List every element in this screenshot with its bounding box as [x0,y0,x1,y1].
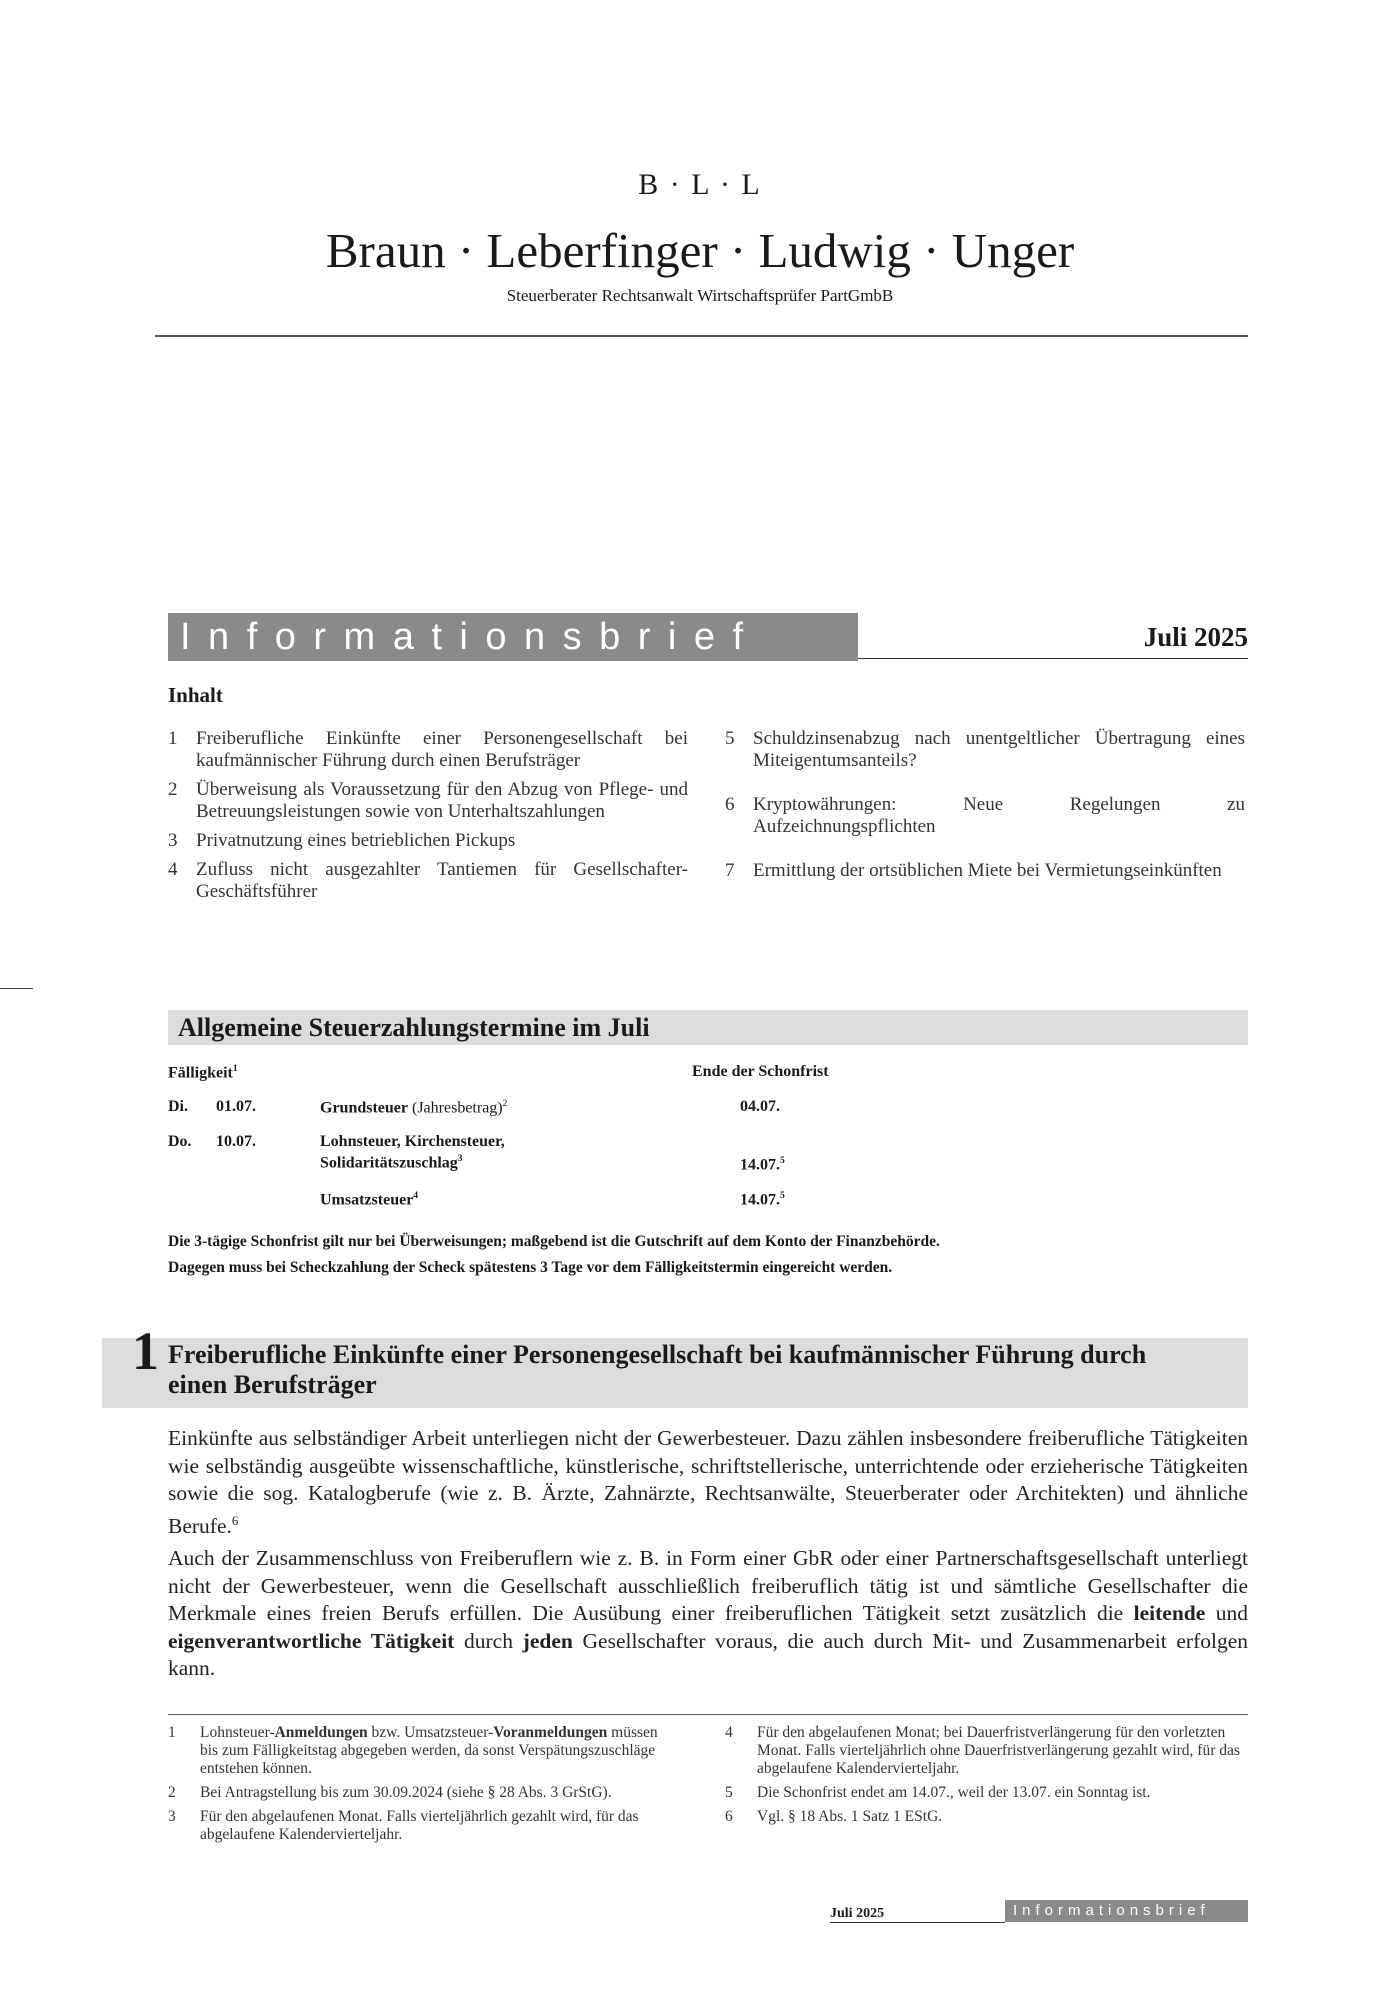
tax-type [320,1098,507,1117]
footnote [725,1724,1247,1778]
footer-brand-banner: Informationsbrief [1005,1900,1248,1922]
toc-item-number: 4 [168,859,178,880]
footnote-ref[interactable]: 6 [231,1513,239,1528]
footnote [725,1808,1247,1826]
section-title: Freiberufliche Einkünfte einer Personengesellschaft bei kaufmännischer Führung durch einen Berufsträger [168,1340,1147,1399]
footnote-number: 1 [168,1724,176,1741]
toc-title: Inhalt [168,683,223,707]
tax-name: Lohnsteuer, Kirchensteuer, [320,1133,505,1150]
toc-right-column [725,728,1245,889]
footnote-number: 5 [725,1784,733,1801]
footnote-text-part: müssen bis zum Fälligkeitstag abgegeben werden, da sonst Verspätungszuschläge entstehen können. [200,1724,658,1777]
emphasis-text: eigenverantwortliche Tätigkeit [168,1628,455,1653]
issue-date: Juli 2025 [1143,622,1248,652]
tax-qualifier: (Jahresbetrag) [408,1099,503,1117]
footnote-ref[interactable]: 2 [502,1098,508,1109]
toc-item-number: 5 [725,728,735,749]
grace-end-date [740,1155,785,1174]
footnote-number: 2 [168,1784,176,1801]
footnote-text: Für den abgelaufenen Monat; bei Dauerfristverlängerung für den vorletzten Monat. Falls vierteljährlich ohne Dauerfristverlängerung gezahlt wird, für das abgelaufene Kalendervierteljahr. [757,1724,1240,1777]
toc-item[interactable] [725,728,1245,772]
payment-dates-heading: Allgemeine Steuerzahlungstermine im Juli [168,1010,1248,1045]
grace-date-text: 14.07. [740,1156,780,1174]
toc-item[interactable] [725,794,1245,838]
due-weekday: Do. [168,1133,192,1150]
toc-item-number: 6 [725,794,735,815]
toc-item-text: Zufluss nicht ausgezahlter Tantiemen für Gesellschafter-Geschäftsführer [196,859,688,902]
footnote-text-part: Lohnsteuer- [200,1724,275,1741]
toc-left-column [168,728,688,910]
toc-item-text: Privatnutzung eines betrieblichen Pickups [196,830,516,851]
toc-item-number: 1 [168,728,178,749]
paragraph-text: und [1205,1601,1248,1625]
toc-item-number: 7 [725,860,735,881]
footnote-ref[interactable]: 5 [780,1155,785,1166]
toc-item-text: Kryptowährungen: Neue Regelungen zu Aufzeichnungspflichten [753,794,1245,837]
footnotes-left-column [168,1724,673,1850]
toc-item[interactable] [168,779,688,823]
footnote-text: Die Schonfrist endet am 14.07., weil der 13.07. ein Sonntag ist. [757,1784,1151,1801]
footnote-text-part: bzw. Umsatzsteuer- [367,1724,494,1741]
toc-item-text: Schuldzinsenabzug nach unentgeltlicher Übertragung eines Miteigentumsanteils? [753,728,1245,771]
toc-item-text: Ermittlung der ortsüblichen Miete bei Vermietungseinkünften [753,860,1222,881]
footnote-emphasis: Voranmeldungen [493,1724,608,1741]
grace-end-date: 04.07. [740,1098,780,1115]
emphasis-text: jeden [522,1628,573,1653]
tax-type [320,1190,418,1209]
due-date: 01.07. [216,1098,256,1115]
emphasis-text: leitende [1133,1601,1206,1625]
toc-item-text: Überweisung als Voraussetzung für den Abzug von Pflege- und Betreuungsleistungen sowie von Unterhaltszahlungen [196,779,688,822]
due-weekday: Di. [168,1098,188,1115]
footnote-text [200,1724,673,1778]
footer-rule [830,1922,1005,1923]
body-paragraph [168,1545,1248,1683]
footnote-number: 6 [725,1808,733,1825]
footnote-number: 3 [168,1808,176,1825]
tax-name-line2 [320,1153,463,1172]
footer-date: Juli 2025 [830,1906,885,1921]
cheque-payment-note: Dagegen muss bei Scheckzahlung der Scheck spätestens 3 Tage vor dem Fälligkeitstermin eingereicht werden. [168,1259,893,1276]
footnote [168,1784,673,1802]
grace-date-text: 14.07. [740,1191,780,1209]
grace-period-note: Die 3-tägige Schonfrist gilt nur bei Überweisungen; maßgebend ist die Gutschrift auf dem Konto der Finanzbehörde. [168,1233,940,1250]
due-date: 10.07. [216,1133,256,1150]
footnotes-right-column [725,1724,1247,1832]
footnote-number: 4 [725,1724,733,1741]
paragraph-text: Gesellschafter voraus, die auch durch Mit- und Zusammenarbeit erfolgen kann. [168,1628,1249,1680]
footnote-ref[interactable]: 1 [232,1063,238,1074]
footnote-ref[interactable]: 4 [413,1190,419,1201]
due-date-header-text: Fälligkeit [168,1064,233,1082]
paragraph-text: Auch der Zusammenschluss von Freiberuflern wie z. B. in Form einer GbR oder einer Partnerschaftsgesellschaft unterliegt nicht der Gewerbesteuer, wenn die Gesellschaft ausschließlich freiberuflich tätig ist und sämtliche Gesellschafter die Merkmale eines freien Berufs erfüllen. Die Ausübung einer freiberuflichen Tätigkeit setzt zusätzlich die [168,1546,1248,1625]
paragraph-text: durch [454,1628,523,1653]
paragraph-text: Einkünfte aus selbständiger Arbeit unterliegen nicht der Gewerbesteuer. Dazu zählen insbesondere freiberufliche Tätigkeiten wie selbständig ausgeübte wissenschaftliche, künstlerische, schriftstellerische, unterrichtende oder erzieherische Tätigkeiten sowie die sog. Katalogberufe (wie z. B. Ärzte, Zahnärzte, Rechtsanwälte, Steuerberater oder Architekten) und ähnliche Berufe. [168,1426,1248,1538]
tax-name: Grundsteuer [320,1099,408,1117]
tax-name: Solidaritätszuschlag [320,1154,458,1172]
margin-fold-mark [0,988,33,989]
body-paragraph [168,1425,1248,1540]
firm-name: Braun · Leberfinger · Ludwig · Unger [325,223,1075,278]
footnote-text: Bei Antragstellung bis zum 30.09.2024 (siehe § 28 Abs. 3 GrStG). [200,1784,612,1801]
toc-item[interactable] [168,728,688,772]
banner-underline [858,658,1248,659]
toc-item-text: Freiberufliche Einkünfte einer Personengesellschaft bei kaufmännischer Führung durch einen Berufsträger [196,728,688,771]
toc-item[interactable] [168,830,688,852]
footnote-divider [168,1714,1248,1715]
newsletter-banner: Informationsbrief [168,613,858,661]
toc-item[interactable] [725,860,1245,882]
tax-name: Umsatzsteuer [320,1191,414,1209]
toc-item[interactable] [168,859,688,903]
firm-short-name: B · L · L [638,168,762,201]
footnote-emphasis: Anmeldungen [274,1724,368,1741]
grace-end-date [740,1190,785,1209]
footnote-text: Vgl. § 18 Abs. 1 Satz 1 EStG. [757,1808,943,1825]
footnote [168,1808,673,1844]
grace-period-column-header: Ende der Schonfrist [692,1063,829,1080]
due-date-column-header [168,1063,238,1082]
footnote [168,1724,673,1778]
footnote [725,1784,1247,1802]
toc-item-number: 2 [168,779,178,800]
header-divider [155,335,1248,337]
footnote-ref[interactable]: 3 [457,1153,463,1164]
footnote-ref[interactable]: 5 [780,1190,785,1201]
footnote-text: Für den abgelaufenen Monat. Falls vierteljährlich gezahlt wird, für das abgelaufene Kalendervierteljahr. [200,1808,639,1843]
toc-item-number: 3 [168,830,178,851]
firm-subtitle: Steuerberater Rechtsanwalt Wirtschaftsprüfer PartGmbB [506,286,894,305]
section-number: 1 [132,1321,159,1381]
